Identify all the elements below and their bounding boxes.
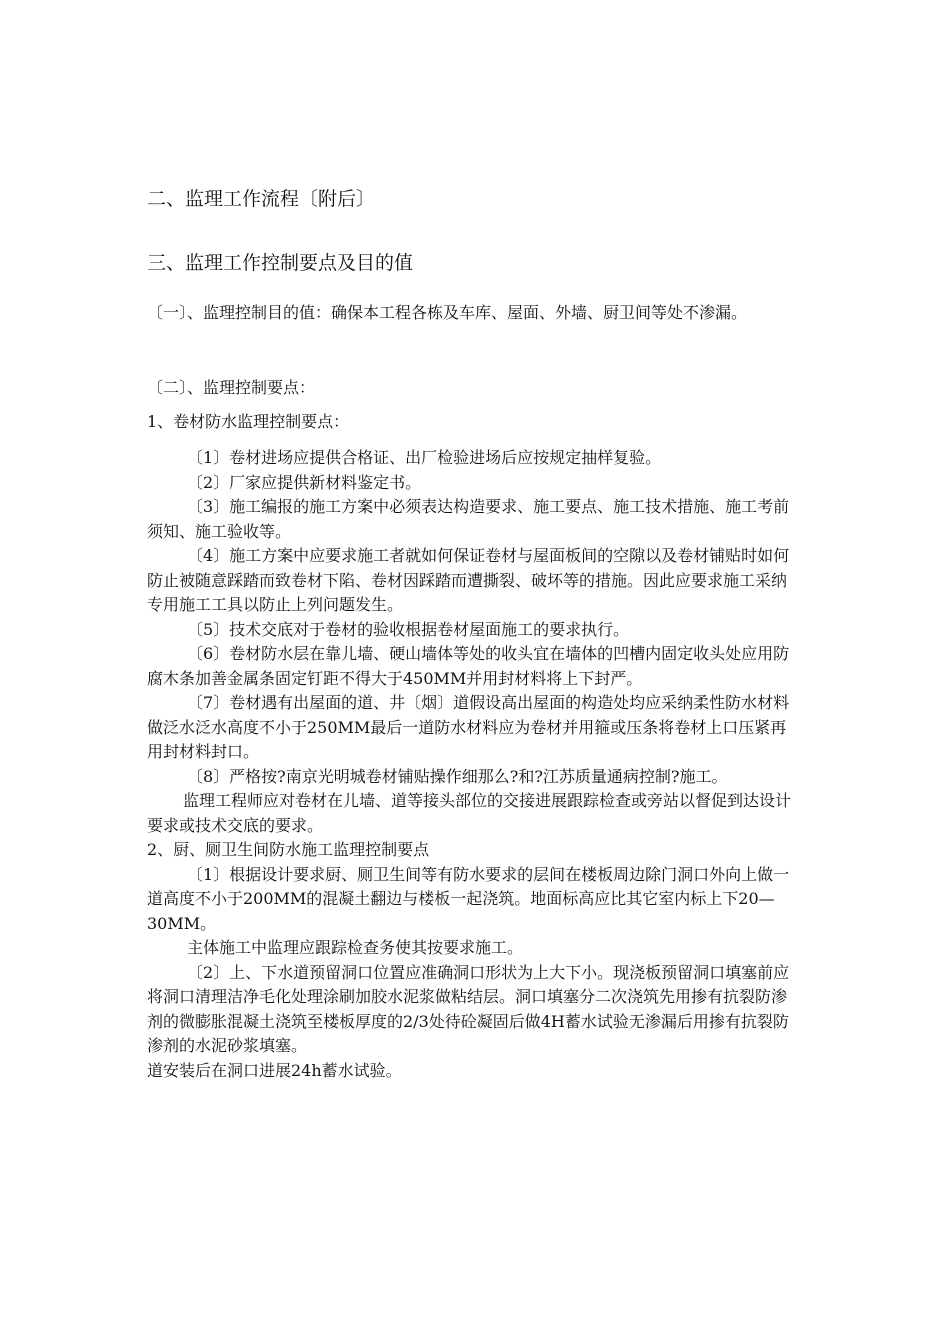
section-3-title: 三、监理工作控制要点及目的值 [147,252,414,274]
roll-waterproof-heading: 1、卷材防水监理控制要点： [147,412,350,431]
control-goal-paragraph: 〔一〕、监理控制目的值：确保本工程各栋及车库、屋面、外墙、厨卫间等处不渗漏。 [147,303,748,322]
bathroom-item-1: 〔1〕根据设计要求厨、厕卫生间等有防水要求的层间在楼板周边除门洞口外向上做一道高度不小于200MM的混凝土翻边与楼板一起浇筑。地面标高应比其它室内标上下20—30MM。 [147,864,790,933]
roll-waterproof-items [147,446,797,1083]
roll-item-3: 〔3〕施工编报的施工方案中必须表达构造要求、施工要点、施工技术措施、施工考前须知、施工验收等。 [147,497,790,541]
bathroom-main-paragraph: 主体施工中监理应跟踪检查务使其按要求施工。 [187,938,524,957]
roll-item-5: 〔5〕技术交底对于卷材的验收根据卷材屋面施工的要求执行。 [187,619,630,639]
final-paragraph: 道安装后在洞口进展24h蓄水试验。 [147,1060,402,1080]
roll-item-8: 〔8〕严格按?南京光明城卷材铺贴操作细那么?和?江苏质量通病控制?施工。 [187,766,728,786]
section-2-title: 二、监理工作流程〔附后〕 [147,188,376,210]
roll-item-2: 〔2〕厂家应提供新材料鉴定书。 [187,472,422,492]
bathroom-item-2: 〔2〕上、下水道预留洞口位置应准确洞口形状为上大下小。现浇板预留洞口填塞前应将洞口清理洁净毛化处理涂刷加胶水泥浆做粘结层。洞口填塞分二次浇筑先用掺有抗裂防渗剂的微膨胀混凝土浇筑至楼板厚度的2/3处待砼凝固后做4H蓄水试验无渗漏后用掺有抗裂防渗剂的水泥砂浆填塞。 [147,962,790,1055]
roll-item-4: 〔4〕施工方案中应要求施工者就如何保证卷材与屋面板间的空隙以及卷材铺贴时如何防止被随意踩踏而致卷材下陷、卷材因踩踏而遭撕裂、破坏等的措施。因此应要求施工采纳专用施工工具以防止上列问题发生。 [147,546,790,614]
control-points-heading: 〔二〕、监理控制要点： [147,378,316,397]
roll-item-6: 〔6〕卷材防水层在靠儿墙、硬山墙体等处的收头宜在墙体的凹槽内固定收头处应用防腐木条加善金属条固定钉距不得大于450MM并用封材料将上下封严。 [147,644,790,688]
roll-item-1: 〔1〕卷材进场应提供合格证、出厂检验进场后应按规定抽样复验。 [187,448,662,467]
bathroom-waterproof-heading: 2、厨、厕卫生间防水施工监理控制要点 [147,840,430,859]
supervision-paragraph: 监理工程师应对卷材在儿墙、道等接头部位的交接进展跟踪检查或旁站以督促到达设计要求或技术交底的要求。 [147,791,792,835]
roll-item-7: 〔7〕卷材遇有出屋面的道、井〔烟〕道假设高出屋面的构造处均应采纳柔性防水材料做泛水泛水高度不小于250MM最后一道防水材料应为卷材并用箍或压条将卷材上口压紧再用封材料封口。 [147,693,790,761]
